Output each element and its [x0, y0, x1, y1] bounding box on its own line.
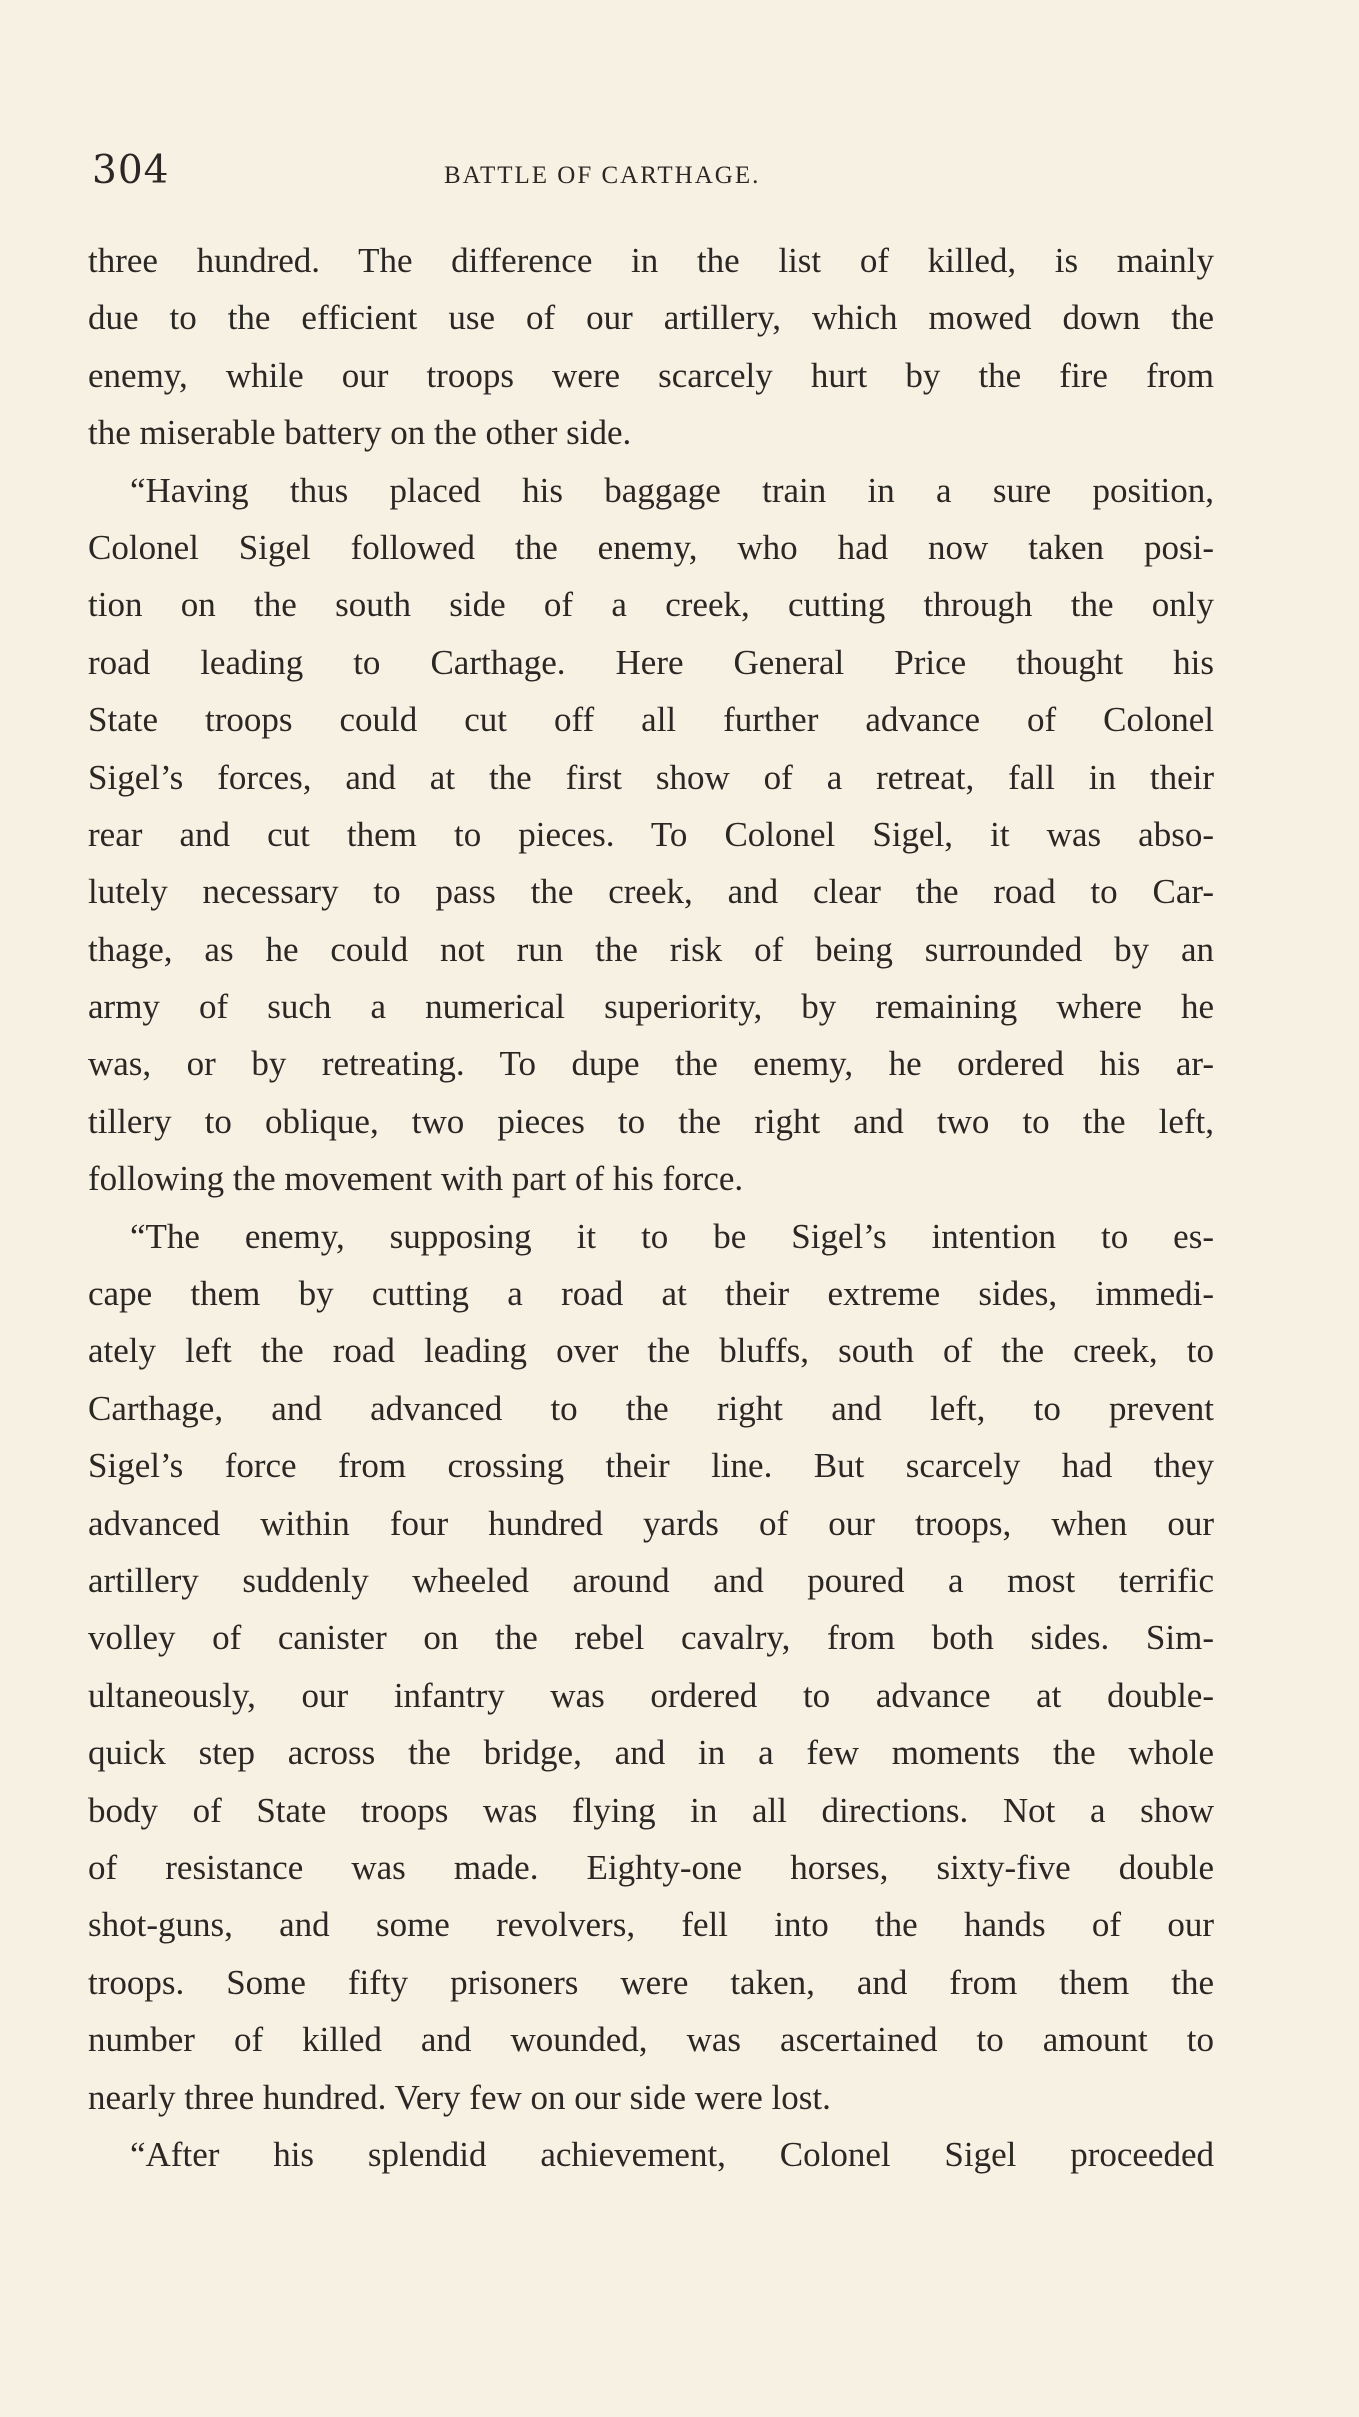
text-line: of resistance was made. Eighty-one horses, sixty-five double — [88, 1847, 1214, 1887]
text-line: nearly three hundred. Very few on our side were lost. — [88, 2077, 831, 2117]
text-line: the miserable battery on the other side. — [88, 413, 632, 453]
page-number: 304 — [92, 148, 170, 193]
text-line: advanced within four hundred yards of our troops, when our — [88, 1503, 1214, 1543]
running-head: BATTLE OF CARTHAGE. — [444, 162, 761, 189]
text-line: number of killed and wounded, was ascertained to amount to — [88, 2020, 1214, 2060]
text-line: volley of canister on the rebel cavalry, from both sides. Sim- — [88, 1618, 1214, 1658]
text-line: troops. Some fifty prisoners were taken, and from them the — [88, 1962, 1214, 2002]
text-line: rear and cut them to pieces. To Colonel Sigel, it was abso- — [88, 814, 1214, 854]
text-line: following the movement with part of his force. — [88, 1159, 744, 1199]
text-line: “Having thus placed his baggage train in a sure position, — [130, 470, 1214, 510]
page-header — [92, 148, 1212, 208]
text-line: State troops could cut off all further advance of Colonel — [88, 700, 1214, 740]
text-line: cape them by cutting a road at their extreme sides, immedi- — [88, 1274, 1214, 1314]
text-line: ultaneously, our infantry was ordered to advance at double- — [88, 1675, 1214, 1715]
text-line: ately left the road leading over the bluffs, south of the creek, to — [88, 1331, 1214, 1371]
text-line: Carthage, and advanced to the right and left, to prevent — [88, 1388, 1214, 1428]
text-line: shot-guns, and some revolvers, fell into the hands of our — [88, 1905, 1214, 1945]
text-line: thage, as he could not run the risk of being surrounded by an — [88, 929, 1214, 969]
text-line: Sigel’s forces, and at the first show of a retreat, fall in their — [88, 757, 1214, 797]
text-line: quick step across the bridge, and in a few moments the whole — [88, 1733, 1214, 1773]
text-line: due to the efficient use of our artillery, which mowed down the — [88, 298, 1214, 338]
body-text — [88, 232, 1214, 2183]
text-line: was, or by retreating. To dupe the enemy, he ordered his ar- — [88, 1044, 1214, 1084]
text-line: artillery suddenly wheeled around and poured a most terrific — [88, 1560, 1214, 1600]
text-line: “The enemy, supposing it to be Sigel’s intention to es- — [130, 1216, 1214, 1256]
text-line: tillery to oblique, two pieces to the right and two to the left, — [88, 1101, 1214, 1141]
text-line: enemy, while our troops were scarcely hurt by the fire from — [88, 355, 1214, 395]
text-line: army of such a numerical superiority, by remaining where he — [88, 987, 1214, 1027]
text-line: tion on the south side of a creek, cutting through the only — [88, 585, 1214, 625]
text-line: road leading to Carthage. Here General Price thought his — [88, 642, 1214, 682]
text-line: Colonel Sigel followed the enemy, who had now taken posi- — [88, 527, 1214, 567]
text-line: Sigel’s force from crossing their line. But scarcely had they — [88, 1446, 1214, 1486]
text-line: three hundred. The difference in the list of killed, is mainly — [88, 241, 1214, 280]
text-line: lutely necessary to pass the creek, and clear the road to Car- — [88, 872, 1214, 912]
text-line: body of State troops was flying in all directions. Not a show — [88, 1790, 1214, 1830]
text-line: “After his splendid achievement, Colonel Sigel proceeded — [130, 2134, 1214, 2174]
